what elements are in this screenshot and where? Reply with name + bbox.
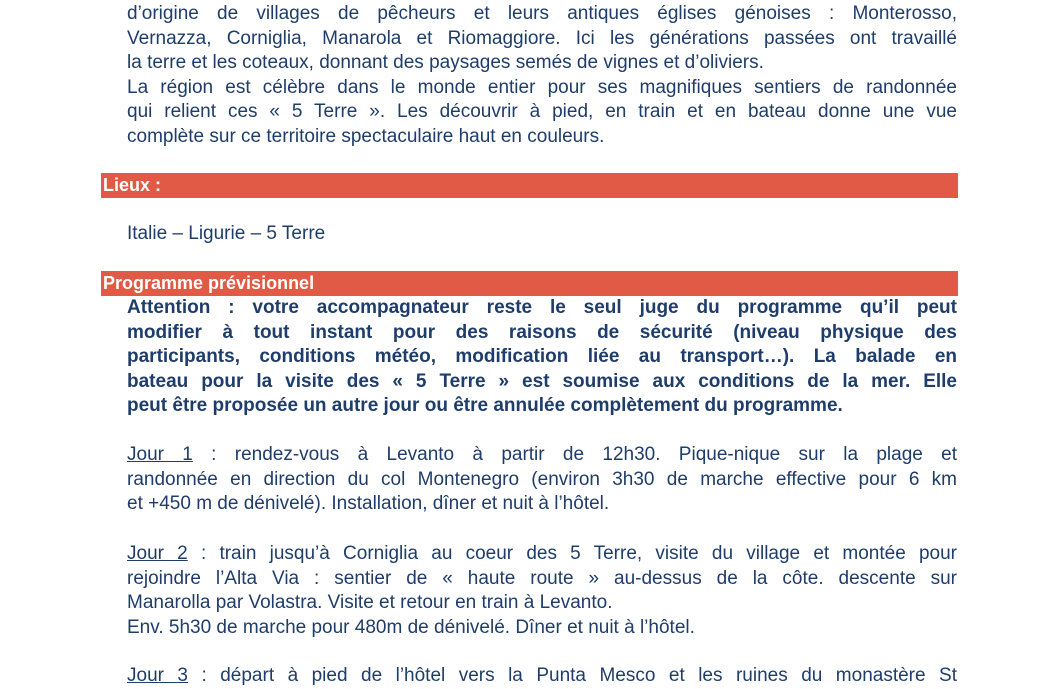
jour2-first-line: : train jusqu’à Corniglia au coeur des 5 Terre, visite du village et montée pour	[187, 543, 957, 564]
jour3-line	[127, 664, 957, 689]
section-heading-programme: Programme prévisionnel	[101, 271, 958, 296]
jour1-label: Jour 1	[127, 444, 193, 465]
jour2-line: rejoindre l’Alta Via : sentier de « haute route » au-dessus de la côte. descente sur	[127, 567, 957, 589]
jour1-paragraph	[127, 443, 957, 517]
lieux-text-block	[127, 222, 957, 247]
jour3-label: Jour 3	[127, 665, 188, 686]
attention-line: modifier à tout instant pour des raisons de sécurité (niveau physique des	[127, 321, 957, 343]
section-heading-lieux: Lieux :	[101, 173, 958, 198]
intro-line: la terre et les coteaux, donnant des paysages semés de vignes et d’oliviers.	[127, 52, 764, 74]
lieux-text: Italie – Ligurie – 5 Terre	[127, 223, 326, 244]
jour1-line: et +450 m de dénivelé). Installation, dîner et nuit à l’hôtel.	[127, 493, 610, 515]
attention-line: bateau pour la visite des « 5 Terre » est soumise aux conditions de la mer. Elle	[127, 370, 957, 392]
jour2-line: Manarolla par Volastra. Visite et retour en train à Levanto.	[127, 592, 613, 614]
intro-line: d’origine de villages de pêcheurs et leurs antiques églises génoises : Monterosso,	[127, 3, 957, 24]
jour2-line: Env. 5h30 de marche pour 480m de dénivelé. Dîner et nuit à l’hôtel.	[127, 616, 695, 638]
jour2-label: Jour 2	[127, 543, 188, 564]
jour3-paragraph	[127, 664, 957, 689]
jour2-paragraph	[127, 542, 957, 640]
jour1-line	[127, 443, 957, 468]
jour2-line	[127, 542, 957, 567]
jour1-first-line: : rendez-vous à Levanto à partir de 12h30. Pique-nique sur la plage et	[192, 444, 957, 465]
intro-paragraph	[127, 2, 957, 150]
attention-line: participants, conditions météo, modification liée au transport…). La balade en	[127, 346, 957, 368]
attention-line: Attention : votre accompagnateur reste le seul juge du programme qu’il peut	[127, 297, 957, 318]
attention-line: peut être proposée un autre jour ou être annulée complètement du programme.	[127, 395, 843, 417]
jour3-first-line: : départ à pied de l’hôtel vers la Punta Mesco et les ruines du monastère St	[188, 665, 957, 686]
intro-line: La région est célèbre dans le monde entier pour ses magnifiques sentiers de randonnée	[127, 76, 957, 98]
intro-line: Vernazza, Corniglia, Manarola et Riomaggiore. Ici les générations passées ont travaillé	[127, 27, 957, 49]
intro-line: complète sur ce territoire spectaculaire haut en couleurs.	[127, 125, 605, 147]
intro-line: qui relient ces « 5 Terre ». Les découvrir à pied, en train et en bateau donne une vue	[127, 101, 957, 123]
attention-paragraph	[127, 296, 957, 419]
jour1-line: randonnée en direction du col Montenegro (environ 3h30 de marche effective pour 6 km	[127, 468, 957, 490]
